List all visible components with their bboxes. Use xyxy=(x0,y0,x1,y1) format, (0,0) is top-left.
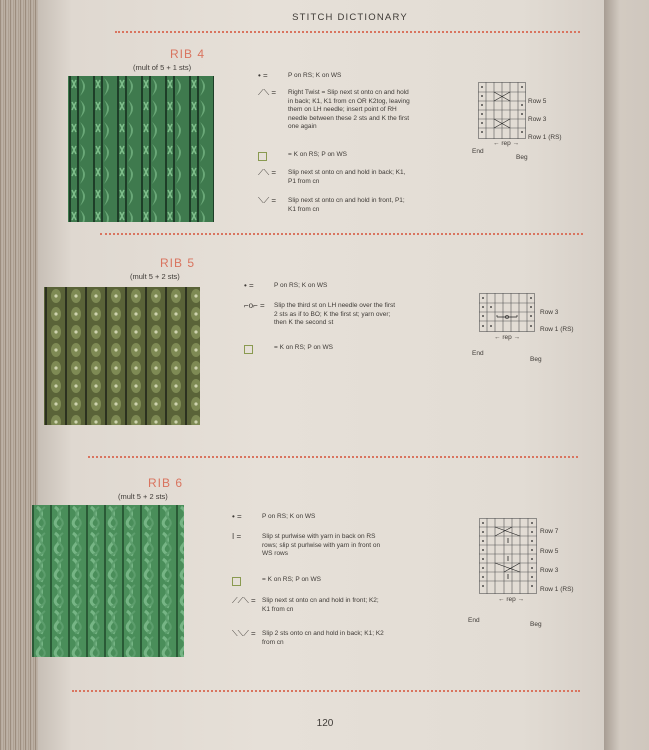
pattern-title: RIB 5 xyxy=(160,256,196,270)
pattern-title: RIB 6 xyxy=(148,476,184,490)
purl-dot-icon: • = xyxy=(258,71,268,80)
cable-back-icon: ⟋⟍ = xyxy=(258,168,277,177)
legend-item: • = P on RS; K on WS xyxy=(258,71,342,80)
right-page-edge xyxy=(604,0,649,750)
legend-item: I = Slip st purlwise with yarn in back on RS rows; slip st purlwise with yarn in front on WS rows xyxy=(232,532,381,558)
chart-beg-label: Beg xyxy=(530,621,542,628)
slip-stitch-icon: I = xyxy=(232,532,242,541)
legend-item: ⟋⟍ = Right Twist = Slip next st onto cn and hold in back; K1, K1 from cn OR K2tog, leaving them on LH needle; insert point of RH needle between these 2 sts and K the first one again xyxy=(258,88,410,131)
chart-beg-label: Beg xyxy=(530,356,542,363)
swatch-rib5-image xyxy=(44,287,200,425)
legend-item: • = P on RS; K on WS xyxy=(244,281,328,290)
chart-end-label: End xyxy=(468,617,480,624)
chart-row-label: Row 3 xyxy=(540,567,559,574)
chart-beg-label: Beg xyxy=(516,154,528,161)
pattern-title: RIB 4 xyxy=(170,47,206,61)
chart-row-label: Row 1 (RS) xyxy=(540,586,574,593)
chart-end-label: End xyxy=(472,350,484,357)
chart-rep-label: ← rep → xyxy=(493,140,520,147)
page-number: 120 xyxy=(316,718,334,729)
legend-item: ⟍⟋ = Slip next st onto cn and hold in front, P1; K1 from cn xyxy=(258,196,405,213)
purl-dot-icon: • = xyxy=(244,281,254,290)
knit-box-icon xyxy=(258,151,288,161)
legend-rib5 xyxy=(244,282,464,362)
chart-rib4 xyxy=(478,82,526,140)
legend-item: = K on RS; P on WS xyxy=(244,344,333,354)
knit-box-icon xyxy=(244,344,274,354)
chart-row-label: Row 1 (RS) xyxy=(528,134,562,141)
chart-row-label: Row 3 xyxy=(540,309,559,316)
chart-rep-label: ← rep → xyxy=(494,334,521,341)
legend-item: ⌐o⌐ = Slip the third st on LH needle over the first 2 sts as if to BO; K the first st; yarn over; then K the second st xyxy=(244,301,396,327)
running-head: STITCH DICTIONARY xyxy=(292,12,408,23)
chart-row-label: Row 7 xyxy=(540,528,559,535)
swatch-rib6-image xyxy=(32,505,184,657)
divider xyxy=(100,233,583,235)
purl-dot-icon: • = xyxy=(232,512,242,521)
chart-row-label: Row 5 xyxy=(540,548,559,555)
divider-top xyxy=(115,31,580,33)
pattern-multiple: (mult of 5 + 1 sts) xyxy=(133,63,192,72)
legend-rib6 xyxy=(232,513,458,653)
right-twist-icon: ⟋⟍ = xyxy=(258,88,277,97)
cable-back-icon: ⟍⟍⟋ = xyxy=(232,629,256,638)
swatch-rib4-image xyxy=(68,76,214,222)
legend-item: ⟋⟍ = Slip next st onto cn and hold in back; K1, P1 from cn xyxy=(258,168,406,185)
chart-end-label: End xyxy=(472,148,484,155)
knit-box-icon xyxy=(232,576,262,586)
legend-item: ⟍⟍⟋ = Slip 2 sts onto cn and hold in back; K1; K2 from cn xyxy=(232,629,384,646)
chart-row-label: Row 3 xyxy=(528,116,547,123)
legend-item: = K on RS; P on WS xyxy=(232,576,321,586)
chart-row-label: Row 1 (RS) xyxy=(540,326,574,333)
legend-item: = K on RS; P on WS xyxy=(258,151,347,161)
pattern-multiple: (mult 5 + 2 sts) xyxy=(130,272,180,281)
divider xyxy=(88,456,578,458)
legend-item: • = P on RS; K on WS xyxy=(232,512,316,521)
chart-rep-label: ← rep → xyxy=(498,596,525,603)
chart-row-label: Row 5 xyxy=(528,98,547,105)
legend-rib4 xyxy=(258,72,468,222)
slip-over-yo-icon: ⌐o⌐ = xyxy=(244,301,265,310)
divider-bottom xyxy=(72,690,580,692)
chart-rib6 xyxy=(479,518,537,594)
chart-rib5 xyxy=(479,293,535,333)
pattern-multiple: (mult 5 + 2 sts) xyxy=(118,492,168,501)
legend-item: ⟋⟋⟍ = Slip next st onto cn and hold in front; K2; K1 from cn xyxy=(232,596,379,613)
cable-front-icon: ⟋⟋⟍ = xyxy=(232,596,256,605)
cable-front-icon: ⟍⟋ = xyxy=(258,196,277,205)
